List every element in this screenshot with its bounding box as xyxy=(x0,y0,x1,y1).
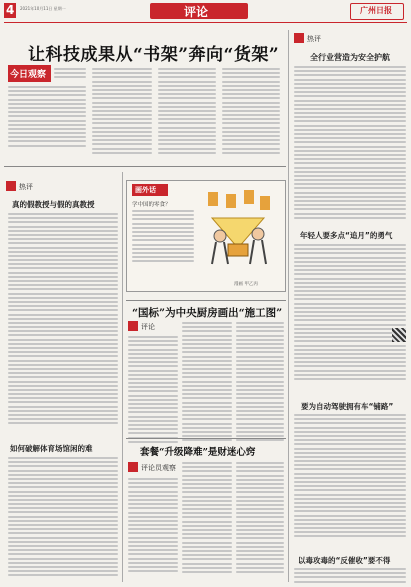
left-column-divider xyxy=(122,172,123,582)
a6-text xyxy=(8,457,118,578)
cartoon-figure-icon xyxy=(198,188,280,278)
masthead xyxy=(0,0,411,22)
hot-review-1-box xyxy=(294,33,304,43)
page-number: 4 xyxy=(6,3,15,17)
lead-text-col3 xyxy=(158,68,216,156)
a7-rule xyxy=(126,438,286,439)
cartoon-caption: 学中国的零食？ xyxy=(132,202,171,208)
lead-text-col1b xyxy=(8,86,86,149)
lead-text-col4 xyxy=(222,68,280,156)
a4-text-col3 xyxy=(236,322,284,443)
a1-text xyxy=(8,213,118,427)
article-title-a8: 以毒攻毒的“反催收”要不得 xyxy=(298,556,391,565)
cartoon-author: 漫画 甲乙丙 xyxy=(234,282,258,287)
header-rule xyxy=(4,22,407,23)
lead-text-col1 xyxy=(54,68,86,81)
qr-code xyxy=(392,328,406,342)
article-title-a1: 真的假教授与假的真教授 xyxy=(12,200,95,209)
review-box xyxy=(128,321,138,331)
brand-name: 广州日报 xyxy=(360,6,392,15)
a4-text-col1 xyxy=(128,336,178,445)
a7-text-col2 xyxy=(182,462,232,575)
review-observe-box xyxy=(128,462,138,472)
review-label: 评论 xyxy=(141,323,155,331)
a8-text xyxy=(294,568,406,585)
a7-text-col3 xyxy=(236,462,284,575)
lead-text-col2 xyxy=(92,68,152,156)
article-title-a7: 套餐“升级降难”是财迷心窍 xyxy=(140,447,256,458)
cartoon-illustration xyxy=(198,188,280,278)
article-title-a5: 要为自动驾驶拥有车“铺路” xyxy=(301,402,394,411)
hot-review-2-box xyxy=(6,181,16,191)
article-title-a2: 全行业营造为安全护航 xyxy=(310,53,390,62)
hot-review-1-label: 热评 xyxy=(307,35,321,43)
edition-note: 2021年10月11日 星期一 xyxy=(20,6,66,11)
review-observe-label: 评论员观察 xyxy=(141,464,176,472)
today-view-label: 今日观察 xyxy=(10,70,47,80)
article-title-a6: 如何破解体育场馆闲的难 xyxy=(10,444,93,453)
a2-text xyxy=(294,66,406,221)
section-title: 评论 xyxy=(184,5,209,19)
cartoon-tag: 画外话 xyxy=(135,186,156,194)
lead-bottom-rule xyxy=(4,166,286,167)
article-title-a4: “国标”为中央厨房画出“施工图” xyxy=(132,307,283,319)
a3-text xyxy=(294,244,406,382)
right-column-divider xyxy=(288,30,289,582)
cartoon-text xyxy=(132,210,194,264)
article-title-a3: 年轻人要多点“追月”的勇气 xyxy=(300,231,393,240)
hot-review-2-label: 热评 xyxy=(19,183,33,191)
a7-text-col1 xyxy=(128,478,178,574)
a4-rule xyxy=(126,300,286,301)
main-headline: 让科技成果从“书架”奔向“货架” xyxy=(28,45,280,65)
a5-text xyxy=(294,414,406,540)
a4-text-col2 xyxy=(182,322,232,443)
